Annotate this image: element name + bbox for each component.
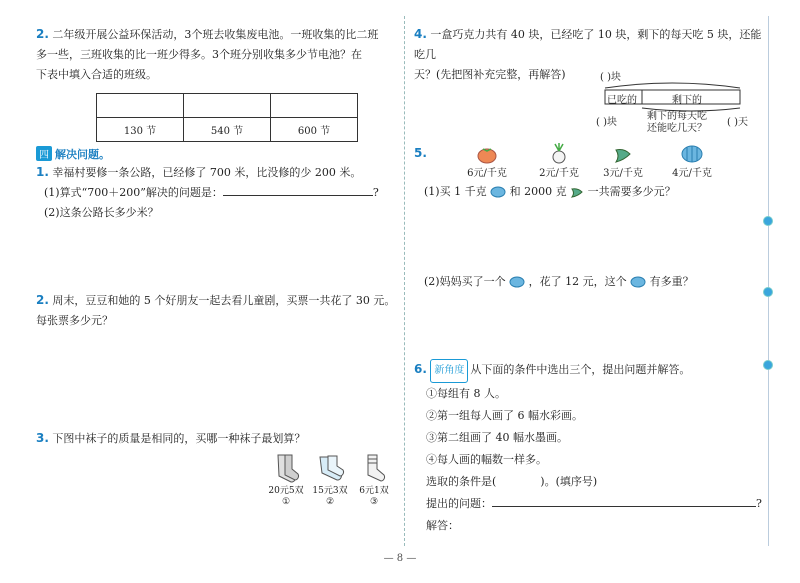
sock-option-2[interactable] xyxy=(312,453,348,508)
q2-line2: 多一些，三班收集的比一班少得多。3个班分别收集多少节电池？在 xyxy=(36,48,362,61)
binding-dot xyxy=(763,360,773,370)
class-table xyxy=(96,93,358,142)
sock-icon xyxy=(268,453,304,483)
table-input-cell[interactable] xyxy=(271,94,358,118)
p2-line1: 周末，豆豆和她的 5 个好朋友一起去看儿童剧，买票一共花了 30 元。 xyxy=(52,294,396,307)
table-value: 540 节 xyxy=(184,118,271,142)
price-label: 6元/千克 xyxy=(467,168,507,179)
p5-q2 xyxy=(424,272,764,292)
section-badge: 四 xyxy=(36,146,52,161)
sock-price: 6元1双 xyxy=(359,486,389,496)
pepper-icon xyxy=(612,144,634,164)
diagram-left-label[interactable]: ( )块 xyxy=(596,117,617,128)
diagram-rest: 剩下的 xyxy=(672,95,702,106)
condition-item: ①每组有 8 人。 xyxy=(426,387,506,400)
pepper-icon xyxy=(570,186,584,198)
condition-item: ③第二组画了 40 幅水墨画。 xyxy=(426,431,568,444)
question-number: 2. xyxy=(36,293,49,307)
p6-ask-end: ? xyxy=(756,497,762,510)
diagram-rest-desc-2: 还能吃几天？ xyxy=(647,123,707,134)
column-divider xyxy=(404,16,405,546)
pumpkin-icon xyxy=(630,276,646,288)
p6-pick-b: )。(填序号) xyxy=(540,475,598,488)
table-value: 130 节 xyxy=(97,118,184,142)
problem-6 xyxy=(414,358,764,537)
problem-5-num xyxy=(414,146,427,160)
sock-icon xyxy=(356,453,392,483)
problem-4 xyxy=(414,24,764,85)
p3-text: 下图中袜子的质量是相同的，买哪一种袜子最划算？ xyxy=(52,432,306,445)
pumpkin-icon xyxy=(509,276,525,288)
condition-item: ②第一组每人画了 6 幅水彩画。 xyxy=(426,409,583,422)
p5-q2-b: ，花了 12 元，这个 xyxy=(528,275,627,288)
p5-q2-c: 有多重？ xyxy=(649,275,694,288)
p4-line1: 一盒巧克力共有 40 块，已经吃了 10 块，剩下的每天吃 5 块，还能吃几 xyxy=(414,28,762,61)
question-number: 6. xyxy=(414,362,427,376)
q2-line1: 二年级开展公益环保活动，3个班去收集废电池。一班收集的比二班 xyxy=(52,28,379,41)
page-number: — 8 — xyxy=(383,553,417,564)
condition-item: ④每人画的幅数一样多。 xyxy=(426,453,547,466)
question-number: 1. xyxy=(36,165,49,179)
sock-price: 15元3双 xyxy=(312,486,348,496)
diagram-rest-desc-1: 剩下的每天吃 xyxy=(647,111,707,122)
sock-price: 20元5双 xyxy=(268,486,304,496)
pumpkin-icon xyxy=(490,186,506,198)
p1-sub1: (1)算式“700＋200”解决的问题是： xyxy=(44,186,223,199)
p5-q1-b: 和 2000 克 xyxy=(509,185,567,198)
sock-option-1[interactable] xyxy=(268,453,304,508)
sock-mark: ② xyxy=(325,497,335,507)
question-number: 2. xyxy=(36,27,49,41)
q2-stem xyxy=(36,24,401,85)
radish-icon xyxy=(548,142,570,164)
price-label: 2元/千克 xyxy=(539,168,579,179)
binding-line xyxy=(768,16,769,546)
p5-q1-c: 一共需要多少元？ xyxy=(587,185,676,198)
sock-mark: ① xyxy=(281,497,291,507)
p5-q1-a: (1)买 1 千克 xyxy=(424,185,487,198)
sock-icon xyxy=(312,453,348,483)
p6-pick-a: 选取的条件是( xyxy=(426,475,497,488)
tomato-icon xyxy=(476,144,498,164)
p1-sub2: (2)这条公路长多少米？ xyxy=(44,206,159,219)
p5-q2-a: (2)妈妈买了一个 xyxy=(424,275,506,288)
question-number: 3. xyxy=(36,431,49,445)
question-number: 5. xyxy=(414,146,427,160)
p1-sub1-end: ? xyxy=(372,186,379,199)
diagram-eaten: 已吃的 xyxy=(607,95,637,106)
problem-2 xyxy=(36,290,406,331)
p6-answer: 解答： xyxy=(426,519,459,532)
problem-1 xyxy=(36,162,406,223)
answer-blank[interactable] xyxy=(223,195,373,196)
p1-text: 幸福村要修一条公路，已经修了 700 米，比没修的少 200 米。 xyxy=(52,166,362,179)
problem-3 xyxy=(36,428,406,449)
question-blank[interactable] xyxy=(492,506,756,507)
sock-option-3[interactable] xyxy=(356,453,392,508)
new-angle-tag: 新角度 xyxy=(430,359,468,383)
q2-line3: 下表中填入合适的班级。 xyxy=(36,68,157,81)
table-input-cell[interactable] xyxy=(184,94,271,118)
diagram-right-label[interactable]: ( )天 xyxy=(727,117,748,128)
table-input-cell[interactable] xyxy=(97,94,184,118)
table-value: 600 节 xyxy=(271,118,358,142)
diagram-rest-desc xyxy=(647,111,727,135)
price-label: 4元/千克 xyxy=(672,168,712,179)
question-number: 4. xyxy=(414,27,427,41)
p5-q1 xyxy=(424,182,764,202)
p6-text: 从下面的条件中选出三个，提出问题并解答。 xyxy=(470,363,691,376)
section-header xyxy=(36,146,110,162)
price-label: 3元/千克 xyxy=(603,168,643,179)
p4-line2: 天？(先把图补充完整，再解答) xyxy=(414,68,566,81)
sock-mark: ③ xyxy=(369,497,379,507)
binding-dot xyxy=(763,216,773,226)
binding-dot xyxy=(763,287,773,297)
p6-ask: 提出的问题： xyxy=(426,497,492,510)
diagram-top-label[interactable]: ( )块 xyxy=(600,72,621,83)
pumpkin-icon xyxy=(680,140,704,164)
p2-line2: 每张票多少元？ xyxy=(36,314,113,327)
section-title: 解决问题。 xyxy=(55,148,110,161)
